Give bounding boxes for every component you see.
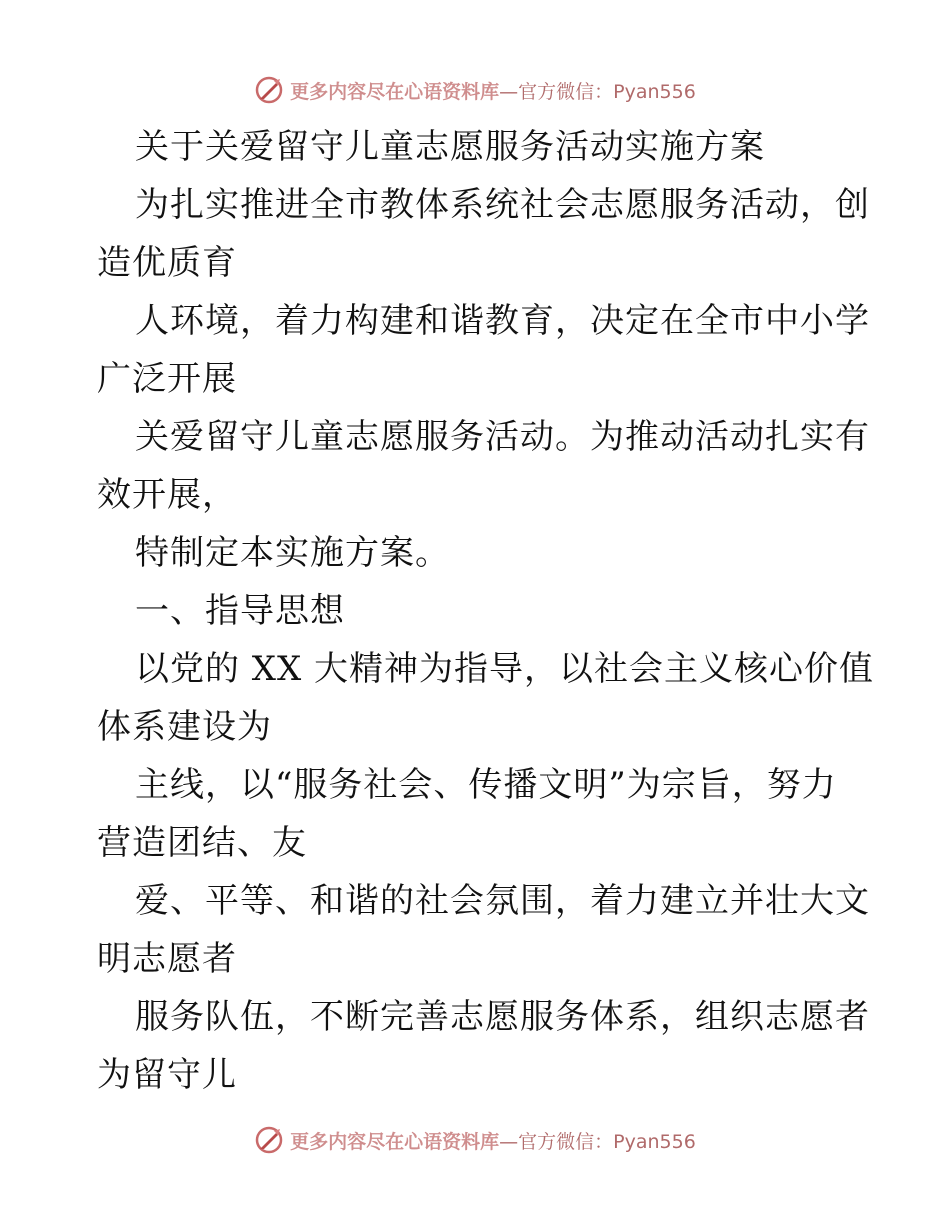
paragraph-line: 营造团结、友 [97,823,307,863]
paragraph-line: 造优质育 [97,243,237,283]
watermark-text: 更多内容尽在心语资料库—官方微信：Pyan556 [290,1130,696,1153]
watermark-contact: —官方微信：Pyan556 [499,80,696,103]
paragraph-line: 明志愿者 [97,939,237,979]
paragraph-line: 关爱留守儿童志愿服务活动。为推动活动扎实有 [135,417,870,457]
document-title: 关于关爱留守儿童志愿服务活动实施方案 [135,127,765,167]
paragraph-line: 以党的 XX 大精神为指导，以社会主义核心价值 [135,649,875,689]
watermark-text: 更多内容尽在心语资料库—官方微信：Pyan556 [290,80,696,103]
paragraph-line: 服务队伍，不断完善志愿服务体系，组织志愿者 [135,997,870,1037]
paragraph-line: 广泛开展 [97,359,237,399]
quill-logo-icon [254,75,284,105]
paragraph-line: 特制定本实施方案。 [135,533,450,573]
paragraph-line: 为扎实推进全市教体系统社会志愿服务活动，创 [135,185,870,225]
quill-logo-icon [254,1125,284,1155]
watermark-banner-bottom [0,1120,950,1160]
paragraph-line: 人环境，着力构建和谐教育，决定在全市中小学 [135,301,870,341]
section-heading: 一、指导思想 [135,591,345,631]
document-body [97,118,875,1104]
watermark-contact: —官方微信：Pyan556 [499,1130,696,1153]
paragraph-line: 主线，以“服务社会、传播文明”为宗旨，努力 [135,765,837,805]
paragraph-line: 效开展， [97,475,237,515]
paragraph-line: 体系建设为 [97,707,272,747]
paragraph-line: 为留守儿 [97,1055,237,1095]
paragraph-line: 爱、平等、和谐的社会氛围，着力建立并壮大文 [135,881,870,921]
watermark-banner-top [0,70,950,110]
